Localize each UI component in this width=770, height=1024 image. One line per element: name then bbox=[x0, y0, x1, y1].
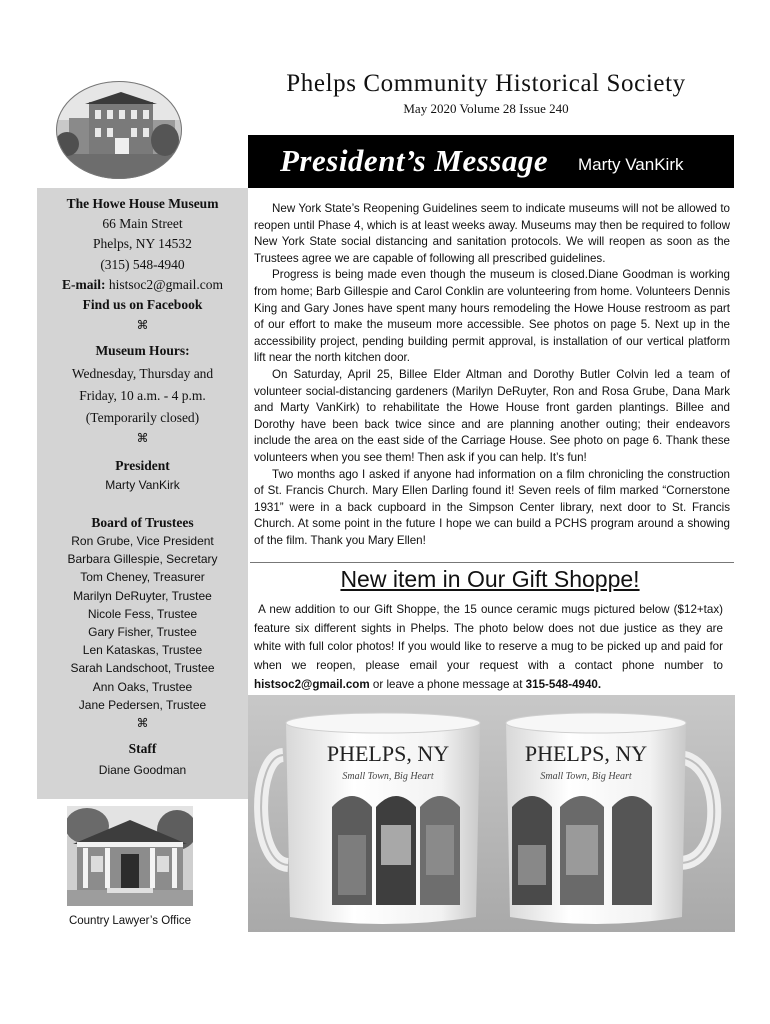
presidents-message-body bbox=[254, 201, 730, 549]
address-street: 66 Main Street bbox=[102, 216, 183, 232]
gift-shoppe-heading bbox=[250, 566, 730, 593]
left-mug bbox=[261, 713, 480, 924]
board-member: Len Kataskas, Trustee bbox=[82, 643, 203, 658]
hours-time: Friday, 10 a.m. - 4 p.m. bbox=[79, 387, 206, 403]
article-paragraph: Progress is being made even though the museum is closed.Diane Goodman is working from home; Barb Gillespie and Carol Conklin are volunteering from home. Volunteers Dennis King and Gary Jones have spent many hours remodeling the Howe House restroom as part of our effort to make the museum more accessible. See photos on page 5. Next up in the accessibility project, pending building permit approval, is installation of our vertical platform lift near the north kitchen door. bbox=[254, 268, 730, 365]
board-member: Marilyn DeRuyter, Trustee bbox=[73, 588, 212, 603]
section-divider bbox=[250, 562, 734, 563]
hours-days: Wednesday, Thursday and bbox=[71, 365, 214, 381]
board-member: Jane Pedersen, Trustee bbox=[78, 697, 207, 712]
divider-icon: ⌘ bbox=[136, 716, 149, 731]
staff-title: Staff bbox=[128, 741, 157, 757]
left-mug-subtitle: Small Town, Big Heart bbox=[342, 771, 434, 782]
board-member: Nicole Fess, Trustee bbox=[87, 606, 198, 621]
article-paragraph: Two months ago I asked if anyone had information on a film chronicling the construction of St. Francis Church. Mary Ellen Darling found it! Seven reels of film marked “Cornerstone 1931” were in a back cupboard in the Simpson Center library, next door to St. Francis Church. At some point in the future I hope we can build a PCHS program around a showing of the film. Thank you Mary Ellen! bbox=[254, 467, 730, 547]
board-member: Tom Cheney, Treasurer bbox=[80, 570, 205, 585]
article-paragraph: New York State’s Reopening Guidelines seem to indicate museums will not be allowed to reopen until Phase 4, which is at least weeks away. Museums may then be required to follow New York State social distancing and sanitation protocols. We will reopen as soon as the Trustees agree we are capable of following all prescribed guidelines. bbox=[254, 202, 730, 265]
gift-shoppe-heading-text: New item in Our Gift Shoppe! bbox=[340, 566, 640, 592]
museum-name: The Howe House Museum bbox=[66, 196, 219, 211]
board-member: Gary Fisher, Trustee bbox=[88, 625, 197, 640]
phone: (315) 548-4940 bbox=[100, 256, 185, 272]
article-paragraph: On Saturday, April 25, Billee Elder Altman and Dorothy Butler Colvin led a team of volunteer social-distancing gardeners (Marilyn DeRuyter, Ron and Rosa Grube, Dana Mark and Marty VanKirk) to rehabilitate the Howe House front garden plantings. Billee and Dorothy have been back twice since and are planning another outing; their endeavors include the area on the east side of the Carriage House. See photo on page 6. Thank these volunteers when you see them! Then ask if you can help. It’s fun! bbox=[254, 367, 730, 464]
email-label: E-mail: bbox=[62, 276, 106, 292]
board-member: Barbara Gillespie, Secretary bbox=[67, 552, 218, 567]
gift-text-main: A new addition to our Gift Shoppe, the 15 ounce ceramic mugs pictured below ($12+tax) feature six different sights in Phelps. The photo below does not due justice as they are white with full color photos! If you would like to reserve a mug to be picked up and paid for when we reopen, please email your request with a contact phone number to bbox=[254, 603, 723, 673]
hours-title: Museum Hours: bbox=[95, 343, 190, 359]
gift-text-mid: or leave a phone message at bbox=[369, 677, 526, 691]
divider-icon: ⌘ bbox=[136, 318, 149, 333]
email-line bbox=[37, 276, 248, 294]
president-name: Marty VanKirk bbox=[105, 477, 180, 492]
gift-phone: 315-548-4940. bbox=[525, 677, 602, 691]
president-title: President bbox=[115, 458, 170, 474]
left-mug-title: PHELPS, NY bbox=[326, 741, 450, 766]
facebook-link[interactable]: Find us on Facebook bbox=[82, 297, 203, 313]
board-member: Ron Grube, Vice President bbox=[71, 534, 214, 549]
board-member: Sarah Landschoot, Trustee bbox=[70, 661, 215, 676]
howe-house-logo-photo bbox=[55, 80, 183, 180]
divider-icon: ⌘ bbox=[136, 431, 149, 446]
banner-title: President’s Message bbox=[280, 143, 549, 178]
right-mug-title: PHELPS, NY bbox=[524, 741, 648, 766]
email-link[interactable]: histsoc2@gmail.com bbox=[108, 276, 223, 292]
staff-name: Diane Goodman bbox=[98, 763, 187, 778]
board-list bbox=[37, 532, 248, 714]
board-title: Board of Trustees bbox=[91, 514, 194, 530]
hours-note: (Temporarily closed) bbox=[85, 410, 200, 426]
sidebar bbox=[37, 188, 248, 799]
address-city: Phelps, NY 14532 bbox=[93, 236, 192, 252]
gift-email-link[interactable]: histsoc2@gmail.com bbox=[254, 677, 370, 691]
gift-shoppe-text bbox=[254, 601, 723, 695]
presidents-message-banner bbox=[248, 135, 734, 188]
banner-author: Marty VanKirk bbox=[578, 155, 684, 174]
phelps-mugs-photo bbox=[248, 695, 735, 932]
lawyer-photo-caption: Country Lawyer’s Office bbox=[68, 915, 192, 927]
right-mug-subtitle: Small Town, Big Heart bbox=[540, 771, 632, 782]
issue-line: May 2020 Volume 28 Issue 240 bbox=[403, 101, 569, 116]
country-lawyers-office-photo bbox=[67, 806, 193, 906]
board-member: Ann Oaks, Trustee bbox=[92, 679, 193, 694]
newsletter-title: Phelps Community Historical Society bbox=[286, 70, 686, 97]
